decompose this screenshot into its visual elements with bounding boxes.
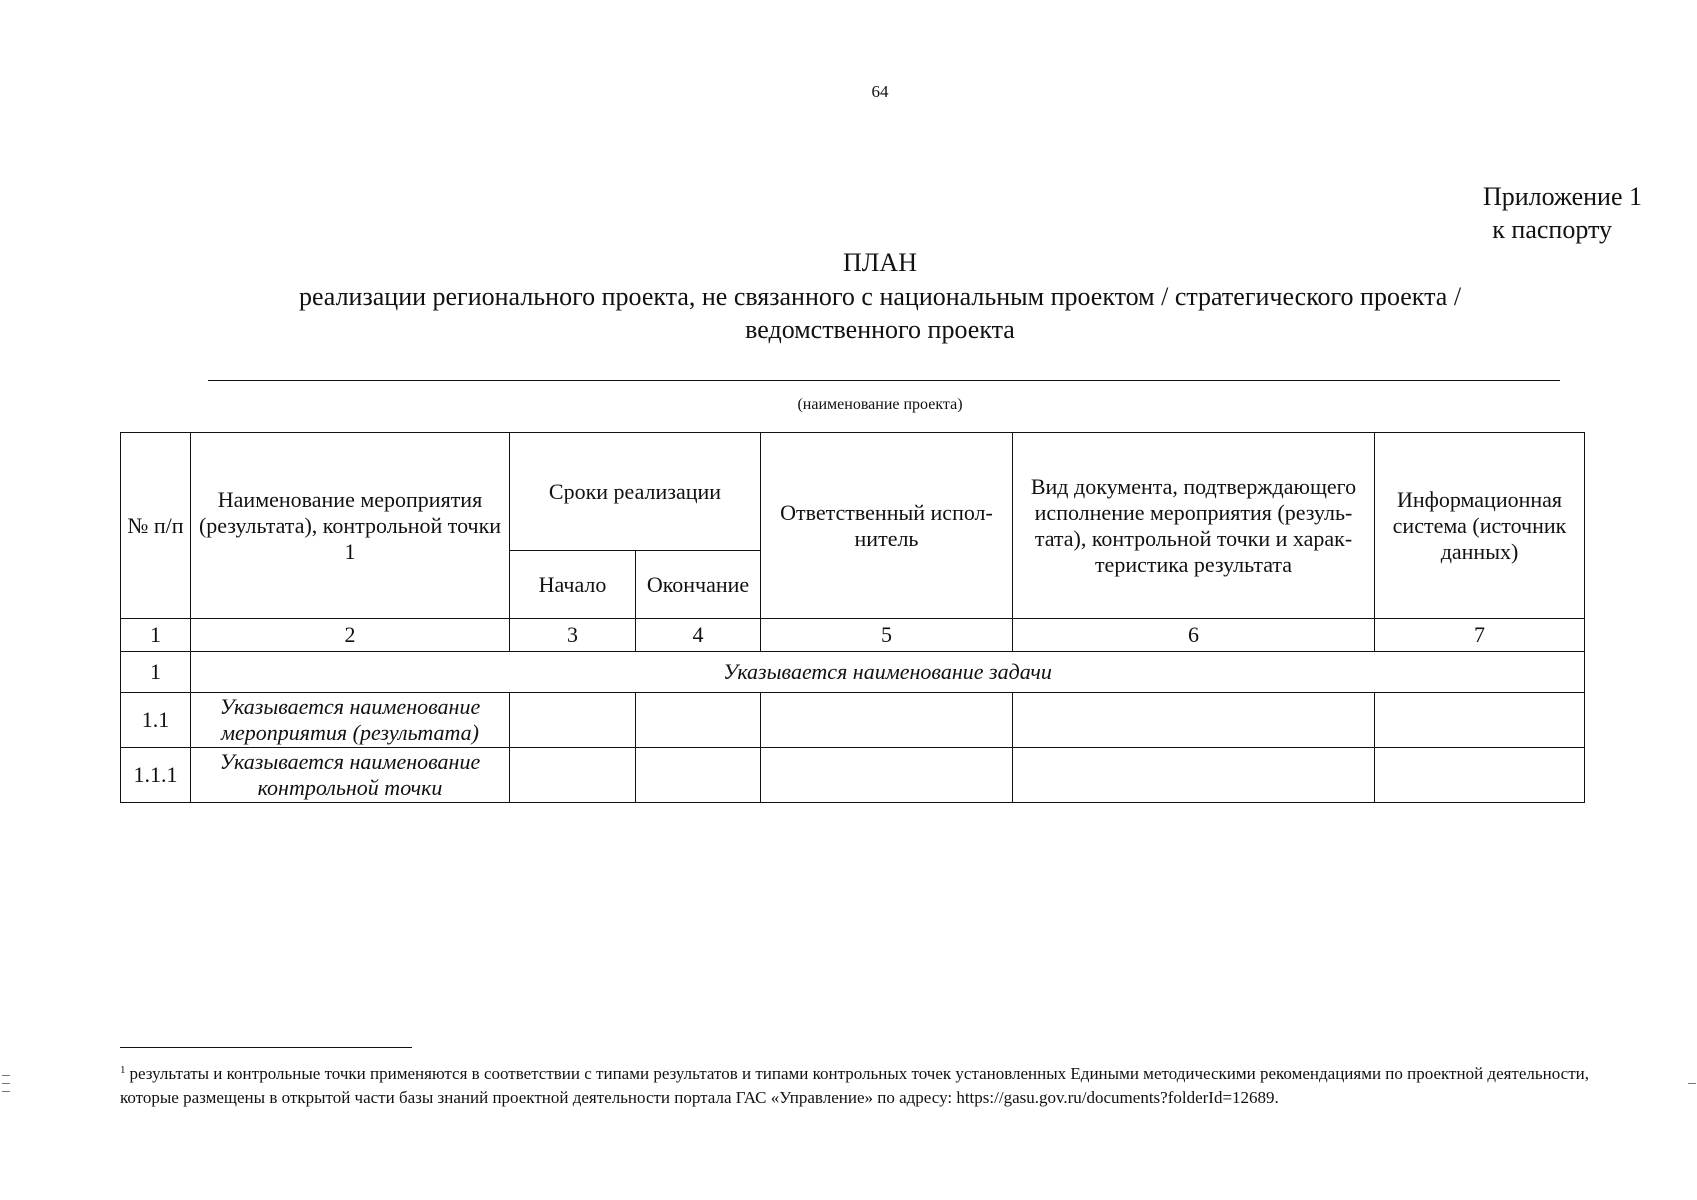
footnote-mark: 1 xyxy=(120,1064,126,1076)
column-number: 2 xyxy=(191,619,510,652)
column-number: 7 xyxy=(1375,619,1585,652)
footnote-rule xyxy=(120,1047,412,1048)
column-number: 1 xyxy=(121,619,191,652)
document-title: ПЛАН xyxy=(843,248,917,277)
scan-edge-mark xyxy=(1688,1083,1696,1084)
row-num: 1.1.1 xyxy=(121,748,191,803)
row-cell-start xyxy=(510,693,636,748)
row-num: 1.1 xyxy=(121,693,191,748)
table-header-row xyxy=(121,433,1585,551)
document-subtitle: реализации регионального проекта, не связанного с национальным проектом / стратегического проекта / ведомственного проекта xyxy=(298,282,1462,344)
row-cell-document xyxy=(1013,748,1375,803)
row-cell-document xyxy=(1013,693,1375,748)
table-row xyxy=(121,693,1585,748)
column-numbers-row xyxy=(121,619,1585,652)
row-name: Указывается наименование контрольной точки xyxy=(191,748,510,803)
scan-edge-mark xyxy=(2,1091,10,1092)
row-cell-start xyxy=(510,748,636,803)
project-name-caption: (наименование проекта) xyxy=(797,396,963,413)
header-document: Вид документа, подтверждающего исполнение мероприятия (резуль-тата), контрольной точки и харак-теристика результата xyxy=(1013,433,1375,619)
column-number: 6 xyxy=(1013,619,1375,652)
appendix-line-1: Приложение 1 xyxy=(1482,182,1642,211)
task-num: 1 xyxy=(121,652,191,693)
column-number: 4 xyxy=(636,619,761,652)
footnote-text: результаты и контрольные точки применяются в соответствии с типами результатов и типами контрольных точек установленных Едиными методическими рекомендациями по проектной деятельности, которые размещены в открытой части базы знаний проектной деятельности портала ГАС «Управление» по адресу: https://gasu.gov.ru/documents?folderId=12689. xyxy=(120,1064,1589,1107)
plan-table xyxy=(120,432,1585,803)
project-name-line xyxy=(208,380,1560,381)
header-name: Наименование мероприятия (результата), контрольной точки 1 xyxy=(191,433,510,619)
header-info-system: Информационная система (источник данных) xyxy=(1375,433,1585,619)
column-number: 5 xyxy=(761,619,1013,652)
appendix-label xyxy=(1483,180,1642,246)
task-name: Указывается наименование задачи xyxy=(191,652,1585,693)
row-cell-end xyxy=(636,748,761,803)
row-cell-end xyxy=(636,693,761,748)
header-terms: Сроки реализации xyxy=(510,433,761,551)
row-cell-info-system xyxy=(1375,693,1585,748)
header-start: Начало xyxy=(510,551,636,619)
column-number: 3 xyxy=(510,619,636,652)
task-row xyxy=(121,652,1585,693)
scan-edge-mark xyxy=(2,1083,10,1084)
row-cell-info-system xyxy=(1375,748,1585,803)
header-responsible: Ответственный испол-нитель xyxy=(761,433,1013,619)
page-number: 64 xyxy=(871,82,889,101)
scan-edge-mark xyxy=(2,1075,10,1076)
row-cell-responsible xyxy=(761,693,1013,748)
row-name: Указывается наименование мероприятия (результата) xyxy=(191,693,510,748)
appendix-line-2: к паспорту xyxy=(1492,215,1612,244)
footnote xyxy=(120,1058,1640,1110)
row-cell-responsible xyxy=(761,748,1013,803)
table-row xyxy=(121,748,1585,803)
header-num: № п/п xyxy=(121,433,191,619)
header-end: Окончание xyxy=(636,551,761,619)
